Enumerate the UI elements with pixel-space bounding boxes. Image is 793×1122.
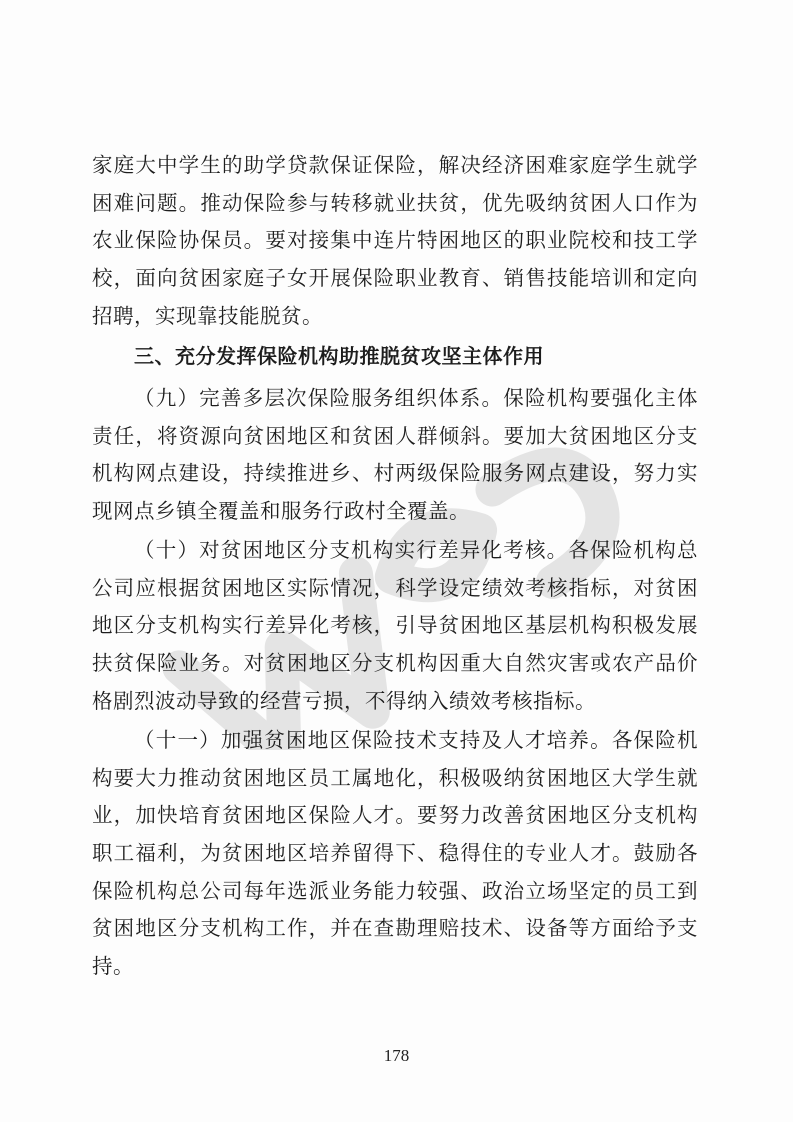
paragraph-9 <box>92 380 698 531</box>
text-line: 业，加快培育贫困地区保险人才。要努力改善贫困地区分支机构 <box>92 803 698 828</box>
section-heading: 三、充分发挥保险机构助推脱贫攻坚主体作用 <box>134 344 544 368</box>
text-line: （九）完善多层次保险服务组织体系。保险机构要强化主体 <box>134 386 698 410</box>
text-line: 家庭大中学生的助学贷款保证保险，解决经济困难家庭学生就学 <box>92 153 698 177</box>
text-line: 格剧烈波动导致的经营亏损，不得纳入绩效考核指标。 <box>92 688 596 713</box>
text-line: 校，面向贫困家庭子女开展保险职业教育、销售技能培训和定向 <box>92 266 698 291</box>
text-line: 持。 <box>92 954 134 979</box>
text-line: 困难问题。推动保险参与转移就业扶贫，优先吸纳贫困人口作为 <box>92 190 698 215</box>
text-line: （十）对贫困地区分支机构实行差异化考核。各保险机构总 <box>134 538 698 562</box>
text-line: 构要大力推动贫困地区员工属地化，积极吸纳贫困地区大学生就 <box>92 765 698 790</box>
section-heading-block <box>92 338 698 376</box>
text-line: （十一）加强贫困地区保险技术支持及人才培养。各保险机 <box>134 728 698 752</box>
text-line: 公司应根据贫困地区实际情况，科学设定绩效考核指标，对贫困 <box>92 575 698 600</box>
text-line: 保险机构总公司每年选派业务能力较强、政治立场坚定的员工到 <box>92 878 698 903</box>
paragraph-10 <box>92 532 698 720</box>
text-line: 扶贫保险业务。对贫困地区分支机构因重大自然灾害或农产品价 <box>92 651 698 676</box>
text-line: 职工福利，为贫困地区培养留得下、稳得住的专业人才。鼓励各 <box>92 841 698 866</box>
paragraph-11 <box>92 722 698 986</box>
text-line: 农业保险协保员。要对接集中连片特困地区的职业院校和技工学 <box>92 228 698 253</box>
text-line: 地区分支机构实行差异化考核，引导贫困地区基层机构积极发展 <box>92 613 698 638</box>
text-line: 贫困地区分支机构工作，并在查勘理赔技术、设备等方面给予支 <box>92 916 698 941</box>
intro-paragraph <box>92 147 698 335</box>
page-number: 178 <box>383 1046 410 1065</box>
text-line: 现网点乡镇全覆盖和服务行政村全覆盖。 <box>92 499 470 524</box>
text-line: 责任，将资源向贫困地区和贫困人群倾斜。要加大贫困地区分支 <box>92 423 698 448</box>
text-line: 招聘，实现靠技能脱贫。 <box>92 303 323 328</box>
text-line: 机构网点建设，持续推进乡、村两级保险服务网点建设，努力实 <box>92 461 698 486</box>
